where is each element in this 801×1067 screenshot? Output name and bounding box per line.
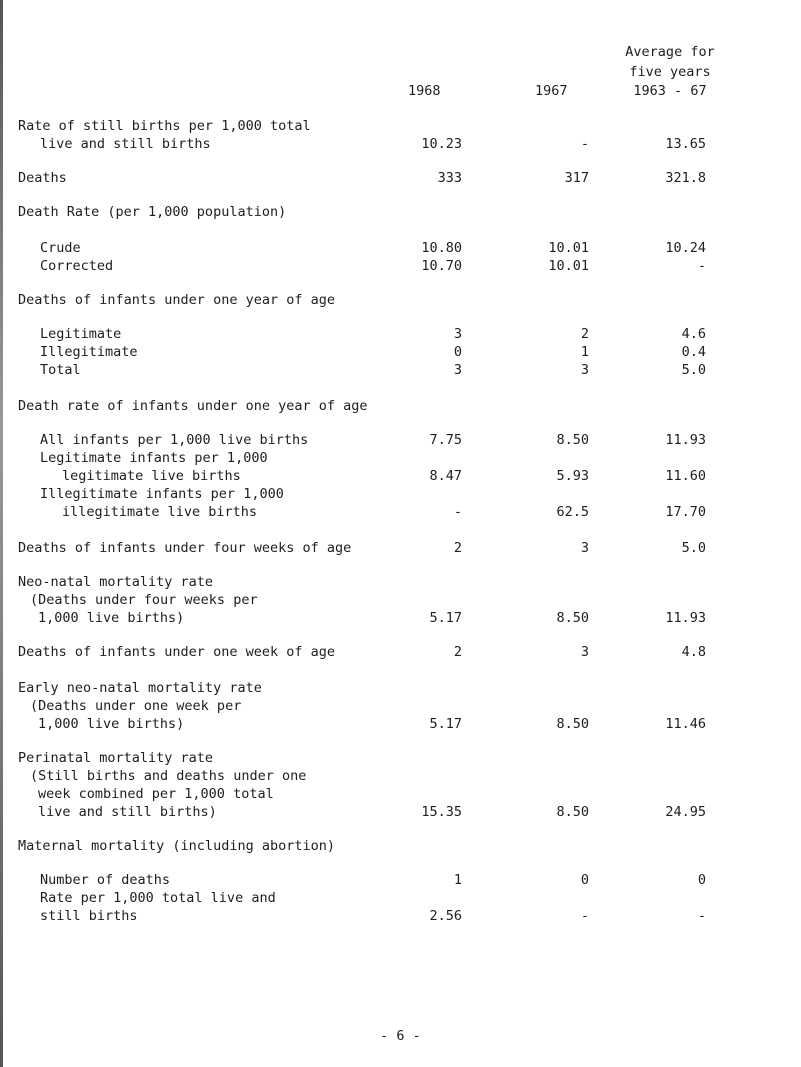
value-1968: 10.80	[421, 240, 462, 256]
row-label: (Deaths under four weeks per	[30, 592, 258, 608]
row-label: 1,000 live births)	[38, 610, 185, 626]
value-1967: 62.5	[556, 504, 589, 520]
value-average: 321.8	[665, 170, 706, 186]
value-average: -	[697, 258, 706, 274]
row-label: Total	[40, 362, 81, 378]
row-label: Illegitimate infants per 1,000	[40, 486, 284, 502]
value-1967: 10.01	[548, 240, 589, 256]
value-1968: 333	[437, 170, 462, 186]
value-1967: -	[580, 136, 589, 152]
value-average: 4.8	[681, 644, 706, 660]
row-label: Perinatal mortality rate	[18, 750, 214, 766]
average-header-line2: five years	[629, 64, 711, 80]
value-1967: -	[580, 908, 589, 924]
value-1968: 2.56	[429, 908, 462, 924]
row-label: Deaths	[18, 170, 67, 186]
value-average: 10.24	[665, 240, 706, 256]
value-average: -	[697, 908, 706, 924]
row-label: Neo-natal mortality rate	[18, 574, 214, 590]
value-1968: 10.70	[421, 258, 462, 274]
average-header-line3: 1963 - 67	[633, 83, 707, 99]
row-label: Legitimate	[40, 326, 122, 342]
scan-edge	[0, 0, 3, 1067]
row-label: Illegitimate	[40, 344, 138, 360]
section-heading: Maternal mortality (including abortion)	[18, 838, 335, 854]
value-1968: 1	[453, 872, 462, 888]
row-label: Deaths of infants under four weeks of age	[18, 540, 352, 556]
row-label: All infants per 1,000 live births	[40, 432, 309, 448]
value-average: 17.70	[665, 504, 706, 520]
value-1967: 2	[580, 326, 589, 342]
row-label: (Deaths under one week per	[30, 698, 242, 714]
value-1967: 8.50	[556, 432, 589, 448]
section-heading: Death rate of infants under one year of age	[18, 398, 368, 414]
row-label: Deaths of infants under one week of age	[18, 644, 335, 660]
value-1967: 3	[580, 540, 589, 556]
section-heading: Deaths of infants under one year of age	[18, 292, 335, 308]
value-average: 5.0	[681, 362, 706, 378]
value-1968: 15.35	[421, 804, 462, 820]
row-label: week combined per 1,000 total	[38, 786, 274, 802]
column-header-1968: 1968	[408, 83, 441, 99]
row-label: still births	[40, 908, 138, 924]
row-label: illegitimate live births	[62, 504, 258, 520]
value-average: 5.0	[681, 540, 706, 556]
column-header-1967: 1967	[535, 83, 568, 99]
value-average: 0.4	[681, 344, 706, 360]
value-1967: 8.50	[556, 610, 589, 626]
value-1967: 3	[580, 644, 589, 660]
value-1968: 3	[453, 362, 462, 378]
value-average: 11.93	[665, 610, 706, 626]
row-label: legitimate live births	[62, 468, 241, 484]
row-label: live and still births)	[38, 804, 217, 820]
value-1967: 317	[564, 170, 589, 186]
value-1967: 3	[580, 362, 589, 378]
value-1968: 10.23	[421, 136, 462, 152]
page-number: - 6 -	[380, 1028, 421, 1044]
value-1968: 5.17	[429, 716, 462, 732]
value-1967: 8.50	[556, 804, 589, 820]
value-1967: 1	[580, 344, 589, 360]
value-average: 11.60	[665, 468, 706, 484]
value-average: 24.95	[665, 804, 706, 820]
value-1968: -	[453, 504, 462, 520]
row-label: Legitimate infants per 1,000	[40, 450, 268, 466]
section-heading: Death Rate (per 1,000 population)	[18, 204, 287, 220]
value-1967: 10.01	[548, 258, 589, 274]
row-label: Corrected	[40, 258, 114, 274]
row-label: Rate of still births per 1,000 total	[18, 118, 311, 134]
value-1968: 2	[453, 540, 462, 556]
value-1967: 5.93	[556, 468, 589, 484]
value-1968: 7.75	[429, 432, 462, 448]
value-average: 4.6	[681, 326, 706, 342]
value-1967: 0	[580, 872, 589, 888]
value-1967: 8.50	[556, 716, 589, 732]
value-1968: 2	[453, 644, 462, 660]
row-label: Number of deaths	[40, 872, 171, 888]
value-1968: 0	[453, 344, 462, 360]
row-label: (Still births and deaths under one	[30, 768, 307, 784]
row-label: Early neo-natal mortality rate	[18, 680, 262, 696]
row-label: Crude	[40, 240, 81, 256]
value-average: 13.65	[665, 136, 706, 152]
value-1968: 8.47	[429, 468, 462, 484]
value-1968: 5.17	[429, 610, 462, 626]
value-average: 11.46	[665, 716, 706, 732]
average-header-line1: Average for	[625, 44, 715, 60]
row-label: Rate per 1,000 total live and	[40, 890, 276, 906]
value-average: 0	[697, 872, 706, 888]
row-label: live and still births	[40, 136, 211, 152]
row-label: 1,000 live births)	[38, 716, 185, 732]
value-average: 11.93	[665, 432, 706, 448]
value-1968: 3	[453, 326, 462, 342]
